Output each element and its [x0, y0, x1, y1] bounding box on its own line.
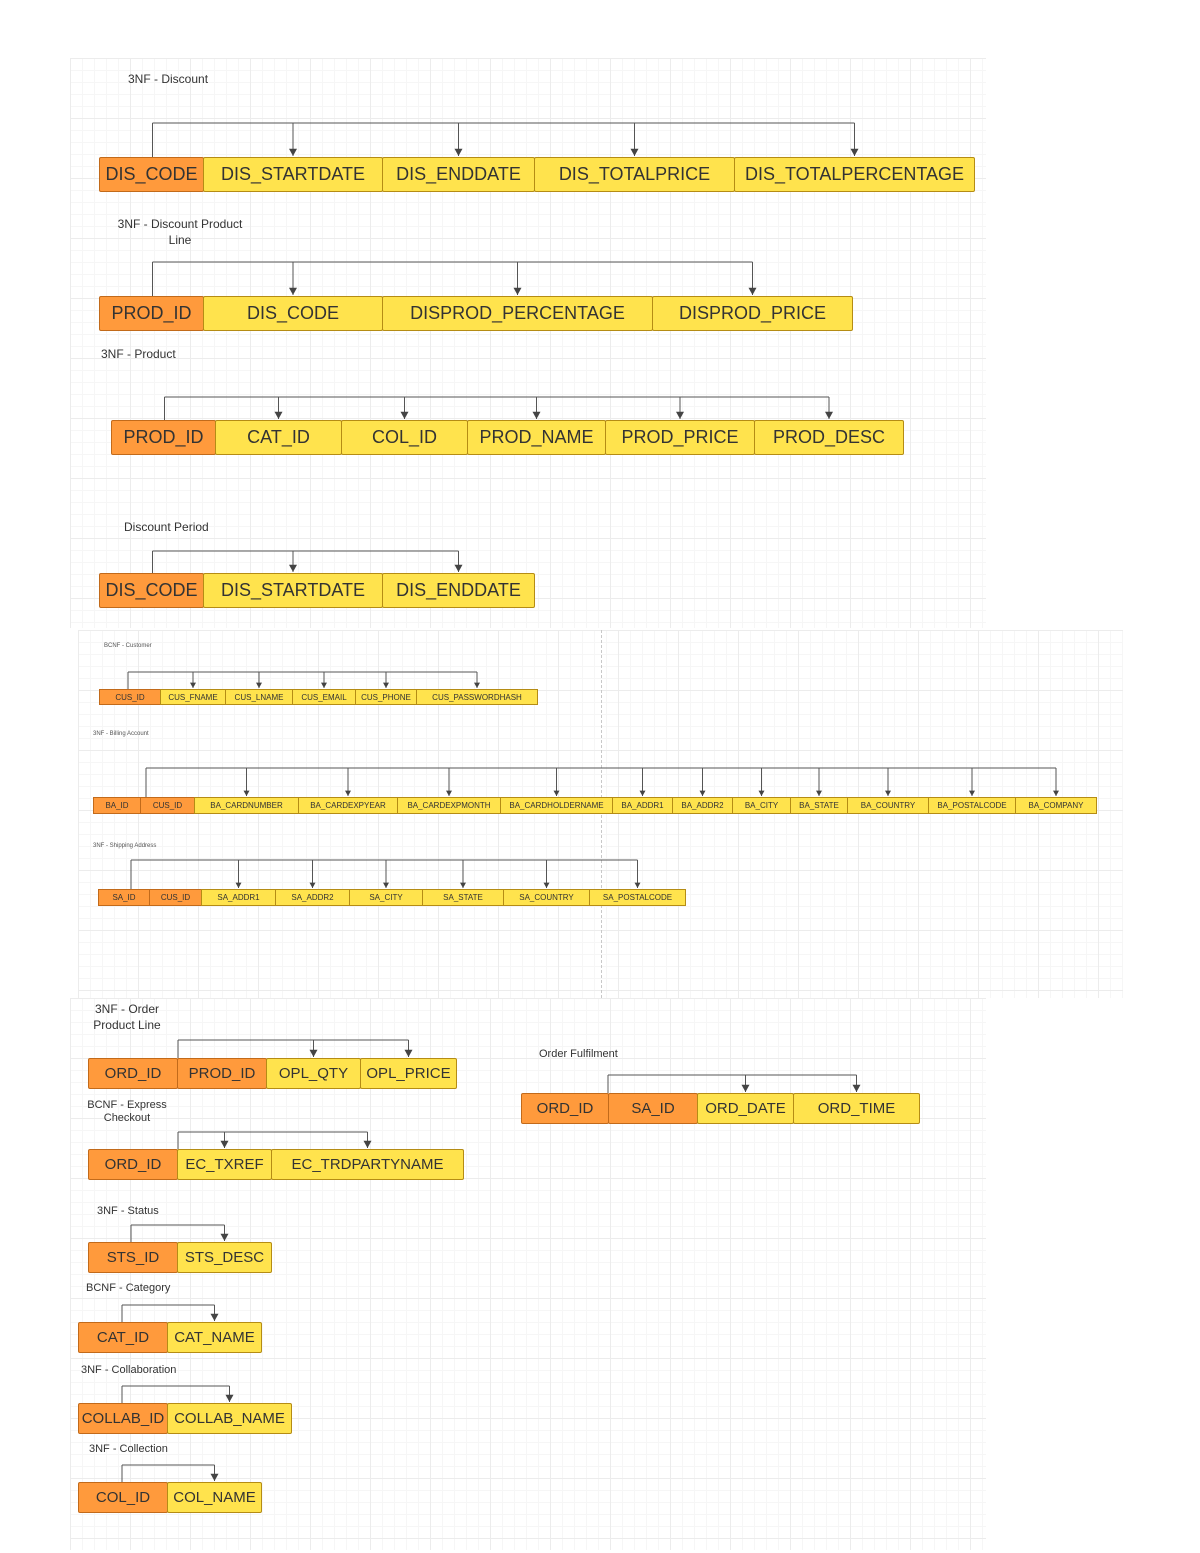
table-title-collaboration: 3NF - Collaboration — [81, 1364, 177, 1376]
attribute-cell: CUS_EMAIL — [292, 689, 356, 705]
attribute-cell: CAT_ID — [215, 420, 342, 455]
table-category — [78, 1322, 261, 1353]
table-shipping-address — [98, 889, 685, 906]
attribute-cell: ORD_TIME — [793, 1093, 920, 1124]
attribute-cell: DISPROD_PERCENTAGE — [382, 296, 653, 331]
canvas-grid-top — [70, 58, 986, 628]
attribute-cell: PROD_NAME — [467, 420, 606, 455]
table-customer — [99, 689, 537, 705]
canvas-divider — [601, 630, 602, 998]
attribute-cell: CUS_PASSWORDHASH — [416, 689, 538, 705]
attribute-cell: DIS_STARTDATE — [203, 573, 383, 608]
attribute-cell: BA_CARDNUMBER — [194, 797, 299, 814]
attribute-cell: SA_POSTALCODE — [589, 889, 686, 906]
table-order-product-line — [88, 1058, 456, 1089]
attribute-cell: PROD_PRICE — [605, 420, 755, 455]
attribute-cell: DISPROD_PRICE — [652, 296, 853, 331]
attribute-cell: BA_STATE — [790, 797, 848, 814]
table-title-discount-period: Discount Period — [124, 520, 209, 534]
table-product — [111, 420, 903, 455]
attribute-cell: CUS_FNAME — [160, 689, 226, 705]
attribute-cell: SA_ADDR1 — [201, 889, 276, 906]
table-title-order-product-line: 3NF - Order Product Line — [93, 1002, 161, 1032]
attribute-cell: DIS_TOTALPERCENTAGE — [734, 157, 975, 192]
attribute-cell: STS_DESC — [177, 1242, 272, 1273]
table-title-express-checkout: BCNF - Express Checkout — [87, 1099, 167, 1124]
attribute-cell: ORD_ID — [88, 1149, 178, 1180]
attribute-cell: CAT_ID — [78, 1322, 168, 1353]
table-discount-period — [99, 573, 534, 608]
table-discount — [99, 157, 974, 192]
attribute-cell: DIS_TOTALPRICE — [534, 157, 735, 192]
attribute-cell: DIS_STARTDATE — [203, 157, 383, 192]
table-status — [88, 1242, 271, 1273]
attribute-cell: BA_CARDHOLDERNAME — [500, 797, 613, 814]
attribute-cell: CUS_LNAME — [225, 689, 293, 705]
attribute-cell: PROD_DESC — [754, 420, 904, 455]
attribute-cell: CUS_ID — [99, 689, 161, 705]
attribute-cell: DIS_ENDDATE — [382, 573, 535, 608]
attribute-cell: DIS_CODE — [203, 296, 383, 331]
table-title-status: 3NF - Status — [97, 1205, 159, 1217]
attribute-cell: BA_CARDEXPYEAR — [298, 797, 398, 814]
table-collection — [78, 1482, 261, 1513]
attribute-cell: CAT_NAME — [167, 1322, 262, 1353]
attribute-cell: COL_ID — [78, 1482, 168, 1513]
table-title-discount-product-line: 3NF - Discount Product Line — [117, 217, 243, 247]
attribute-cell: EC_TRDPARTYNAME — [271, 1149, 464, 1180]
attribute-cell: BA_ID — [93, 797, 141, 814]
attribute-cell: OPL_PRICE — [360, 1058, 457, 1089]
table-express-checkout — [88, 1149, 463, 1180]
attribute-cell: PROD_ID — [99, 296, 204, 331]
attribute-cell: COLLAB_NAME — [167, 1403, 292, 1434]
table-title-shipping-address: 3NF - Shipping Address — [93, 843, 157, 849]
attribute-cell: SA_COUNTRY — [503, 889, 590, 906]
attribute-cell: SA_CITY — [349, 889, 423, 906]
table-title-customer: BCNF - Customer — [104, 643, 152, 649]
attribute-cell: DIS_CODE — [99, 157, 204, 192]
attribute-cell: DIS_CODE — [99, 573, 204, 608]
attribute-cell: BA_COUNTRY — [847, 797, 929, 814]
attribute-cell: CUS_PHONE — [355, 689, 417, 705]
table-order-fulfilment — [521, 1093, 919, 1124]
attribute-cell: BA_COMPANY — [1015, 797, 1097, 814]
table-discount-product-line — [99, 296, 852, 331]
attribute-cell: SA_ID — [98, 889, 150, 906]
attribute-cell: SA_STATE — [422, 889, 504, 906]
table-title-discount: 3NF - Discount — [128, 72, 209, 86]
attribute-cell: DIS_ENDDATE — [382, 157, 535, 192]
attribute-cell: CUS_ID — [140, 797, 195, 814]
attribute-cell: BA_ADDR2 — [672, 797, 733, 814]
table-title-product: 3NF - Product — [101, 347, 176, 361]
table-title-billing-account: 3NF - Billing Account — [93, 731, 149, 737]
table-collaboration — [78, 1403, 291, 1434]
attribute-cell: ORD_ID — [521, 1093, 609, 1124]
attribute-cell: EC_TXREF — [177, 1149, 272, 1180]
attribute-cell: SA_ID — [608, 1093, 698, 1124]
attribute-cell: ORD_ID — [88, 1058, 178, 1089]
attribute-cell: STS_ID — [88, 1242, 178, 1273]
table-title-category: BCNF - Category — [86, 1282, 171, 1294]
attribute-cell: SA_ADDR2 — [275, 889, 350, 906]
attribute-cell: BA_ADDR1 — [612, 797, 673, 814]
attribute-cell: PROD_ID — [177, 1058, 267, 1089]
attribute-cell: OPL_QTY — [266, 1058, 361, 1089]
attribute-cell: ORD_DATE — [697, 1093, 794, 1124]
attribute-cell: PROD_ID — [111, 420, 216, 455]
attribute-cell: COLLAB_ID — [78, 1403, 168, 1434]
attribute-cell: BA_POSTALCODE — [928, 797, 1016, 814]
table-billing-account — [93, 797, 1096, 814]
attribute-cell: BA_CARDEXPMONTH — [397, 797, 501, 814]
table-title-order-fulfilment: Order Fulfilment — [539, 1048, 618, 1060]
attribute-cell: CUS_ID — [149, 889, 202, 906]
attribute-cell: COL_NAME — [167, 1482, 262, 1513]
attribute-cell: BA_CITY — [732, 797, 791, 814]
attribute-cell: COL_ID — [341, 420, 468, 455]
table-title-collection: 3NF - Collection — [89, 1443, 168, 1455]
